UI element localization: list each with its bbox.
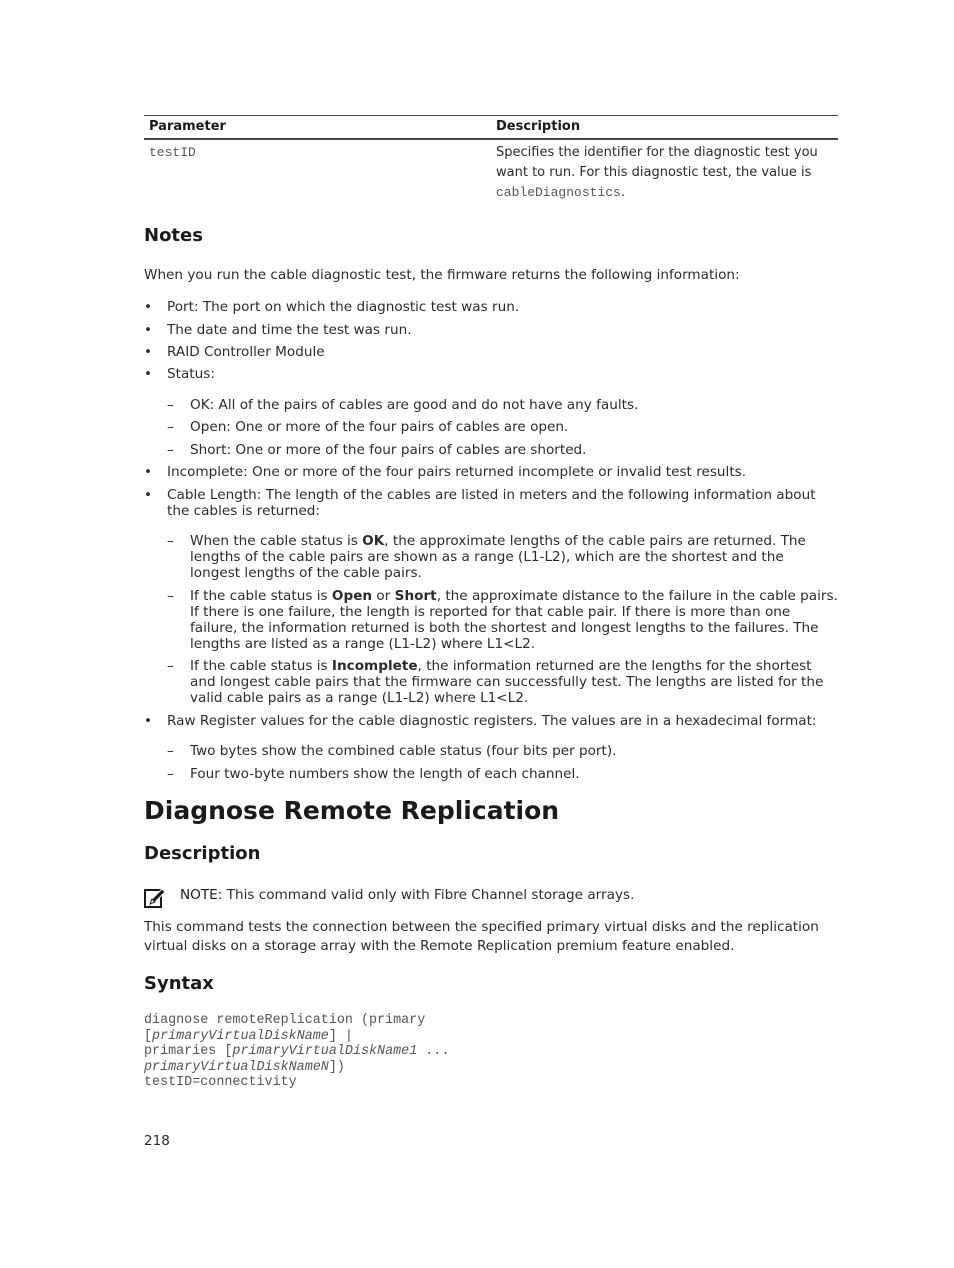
table-header-description: Description — [491, 116, 838, 140]
list-item: • Incomplete: One or more of the four pairs returned incomplete or invalid test results. — [144, 464, 747, 480]
list-item: • The date and time the test was run. — [144, 322, 412, 338]
sub-list-item: – If the cable status is Incomplete, the information returned are the lengths for the shortest and longest cable pairs that the firmware can successfully test. The lengths are listed for the valid cable pairs as a range (L1-L2) where L1<L2. — [167, 658, 824, 706]
table-row — [144, 139, 838, 203]
inline-code-value: cableDiagnostics — [496, 185, 621, 200]
sub-list-item: – OK: All of the pairs of cables are good and do not have any faults. — [167, 397, 639, 413]
pencil-note-icon — [144, 887, 166, 909]
list-item: • Status: — [144, 366, 215, 382]
sub-list-item: – If the cable status is Open or Short, the approximate distance to the failure in the cable pairs. If there is one failure, the length is reported for that cable pair. If there is more than one failure, the information returned is both the shortest and longest lengths to the failures. The lengths are listed as a range (L1-L2) where L1<L2. — [167, 588, 838, 652]
list-item: • Cable Length: The length of the cables are listed in meters and the following information about the cables is returned: — [144, 487, 816, 519]
table-header-parameter: Parameter — [144, 116, 491, 140]
table-header-row — [144, 116, 838, 140]
page-number: 218 — [144, 1133, 170, 1149]
description-heading: Description — [144, 843, 261, 864]
parameter-table — [144, 115, 838, 203]
sub-list-item: – Open: One or more of the four pairs of cables are open. — [167, 419, 569, 435]
sub-list-item: – Short: One or more of the four pairs of cables are shorted. — [167, 442, 587, 458]
note-text: NOTE: This command valid only with Fibre Channel storage arrays. — [180, 887, 635, 903]
syntax-code-block: diagnose remoteReplication (primary [primaryVirtualDiskName] | primaries [primaryVirtualDiskName1 ... primaryVirtualDiskNameN]) testID=connectivity — [144, 1013, 450, 1090]
sub-list-item: – When the cable status is OK, the approximate lengths of the cable pairs are returned. The lengths of the cable pairs are shown as a range (L1-L2), which are the shortest and the longest lengths of the cable pairs. — [167, 533, 806, 581]
list-item: • Port: The port on which the diagnostic test was run. — [144, 299, 520, 315]
param-name: testID — [149, 145, 196, 160]
param-description: Specifies the identifier for the diagnostic test you want to run. For this diagnostic test, the value is cableDiagnostics. — [496, 145, 818, 200]
note-callout — [144, 884, 838, 912]
section-title: Diagnose Remote Replication — [144, 796, 560, 825]
note-label: NOTE: — [180, 887, 223, 903]
list-item: • RAID Controller Module — [144, 344, 325, 360]
description-paragraph: This command tests the connection between the specified primary virtual disks and the replication virtual disks on a storage array with the Remote Replication premium feature enabled. — [144, 919, 819, 954]
sub-list-item: – Two bytes show the combined cable status (four bits per port). — [167, 743, 617, 759]
list-item: • Raw Register values for the cable diagnostic registers. The values are in a hexadecimal format: — [144, 713, 817, 729]
syntax-heading: Syntax — [144, 973, 214, 994]
notes-heading: Notes — [144, 225, 203, 246]
notes-intro: When you run the cable diagnostic test, the firmware returns the following information: — [144, 267, 740, 283]
sub-list-item: – Four two-byte numbers show the length of each channel. — [167, 766, 580, 782]
